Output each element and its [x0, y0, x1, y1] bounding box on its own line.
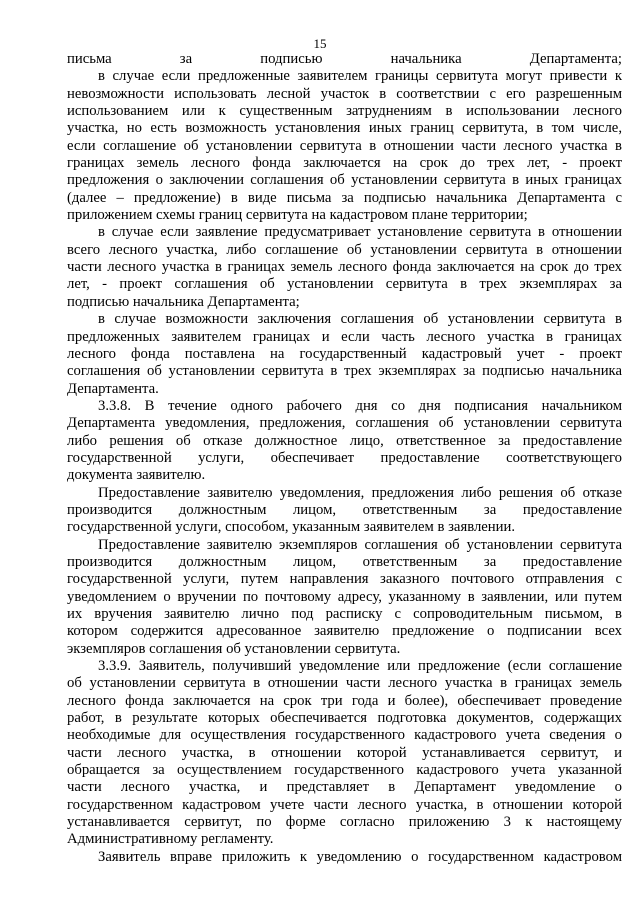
text-line: 3.3.8. В течение одного рабочего дня со дня подписания начальником — [98, 397, 622, 414]
text-line: всего лесного участка, либо соглашение об установлении сервитута в отношении — [67, 241, 622, 258]
text-line: части лесного участка, в отношении которой устанавливается сервитут, и — [67, 744, 622, 761]
text-line: Предоставление заявителю уведомления, предложения либо решения об отказе — [98, 484, 622, 501]
text-line: производится должностным лицом, ответственным за предоставление — [67, 553, 622, 570]
text-line: в случае возможности заключения соглашения об установлении сервитута в — [98, 311, 622, 328]
text-line: котором содержится адресованное заявителю предложение о подписании всех — [67, 623, 622, 640]
text-line: соглашения об установлении сервитута в трех экземплярах за подписью начальника — [67, 363, 622, 380]
text-line: необходимые для осуществления государственного кадастрового учета сведения о — [67, 727, 622, 744]
text-line: если соглашение об установлении сервитута в отношении части лесного участка в — [67, 137, 622, 154]
text-line: Заявитель вправе приложить к уведомлению о государственном кадастровом — [98, 848, 622, 865]
text-line: государственной услуги, способом, указанным заявителем в заявлении. — [67, 519, 516, 536]
text-line: Административному регламенту. — [67, 831, 274, 848]
text-line: государственной услуги, путем направления заказного почтового отправления с — [67, 571, 622, 588]
text-line: части лесного участка, и представляет в Департамент уведомление о — [67, 779, 622, 796]
text-line: участка, но есть возможность установления иных границ сервитута, в том числе, — [67, 120, 622, 137]
text-line: экземпляров соглашения об установлении сервитута. — [67, 640, 401, 657]
text-line: в случае если предложенные заявителем границы сервитута могут привести к — [98, 68, 622, 85]
text-line: об установлении сервитута в отношении части лесного участка в границах земель — [67, 675, 622, 692]
text-line: производится должностным лицом, ответственным за предоставление — [67, 501, 622, 518]
text-line: лет, - проект соглашения об установлении сервитута в трех экземплярах за — [67, 276, 622, 293]
document-body — [67, 51, 622, 866]
text-line: части лесного участка в границах земель лесного фонда заключается на срок до трех — [67, 259, 622, 276]
text-line: письма за подписью начальника Департамента; — [67, 51, 622, 67]
text-line: лесного фонда поставлена на государственный кадастровый учет - проект — [67, 345, 622, 362]
text-line: Департамента. — [67, 380, 159, 397]
text-line: невозможности использовать лесной участок в соответствии с его разрешенным — [67, 85, 622, 102]
text-line: приложением схемы границ сервитута на кадастровом плане территории; — [67, 207, 528, 224]
text-line: использованием или к существенным затруднениям в использовании лесного — [67, 103, 622, 120]
text-line: границах земель лесного фонда заключается на срок до трех лет, - проект — [67, 155, 622, 172]
text-line: (далее – предложение) в виде письма за подписью начальника Департамента с — [67, 189, 622, 206]
text-line: уведомлением о вручении по почтовому адресу, указанному в заявлении, или путем — [67, 588, 622, 605]
text-line: подписью начальника Департамента; — [67, 293, 300, 310]
text-line: их вручения заявителю лично под расписку с сопроводительным письмом, в — [67, 606, 622, 622]
text-line: предложенных заявителем границах и если часть лесного участка в границах — [67, 328, 622, 345]
text-line: лесного фонда заключается на срок три года и более), обеспечивает проведение — [67, 692, 622, 709]
text-line: в случае если заявление предусматривает установление сервитута в отношении — [98, 224, 622, 241]
text-line: устанавливается сервитут, по форме согласно приложению 3 к настоящему — [67, 814, 622, 831]
text-line: государственном кадастровом учете части лесного участка, в отношении которой — [67, 796, 622, 813]
text-line: Предоставление заявителю экземпляров соглашения об установлении сервитута — [98, 536, 622, 553]
text-line: 3.3.9. Заявитель, получивший уведомление или предложение (если соглашение — [98, 658, 622, 675]
text-line: обращается за осуществлением государственного кадастрового учета указанной — [67, 762, 622, 779]
text-line: работ, в результате которых обеспечивается подготовка документов, содержащих — [67, 710, 622, 727]
text-line: предложения о заключении соглашения об установлении сервитута в иных границах — [67, 172, 622, 189]
text-line: документа заявителю. — [67, 467, 206, 484]
text-line: Департамента уведомления, предложения, соглашения об установлении сервитута — [67, 415, 622, 432]
page-number: 15 — [313, 36, 327, 51]
text-line: государственной услуги, обеспечивает предоставление соответствующего — [67, 449, 622, 466]
text-line: либо решения об отказе должностное лицо, ответственное за предоставление — [67, 432, 622, 449]
